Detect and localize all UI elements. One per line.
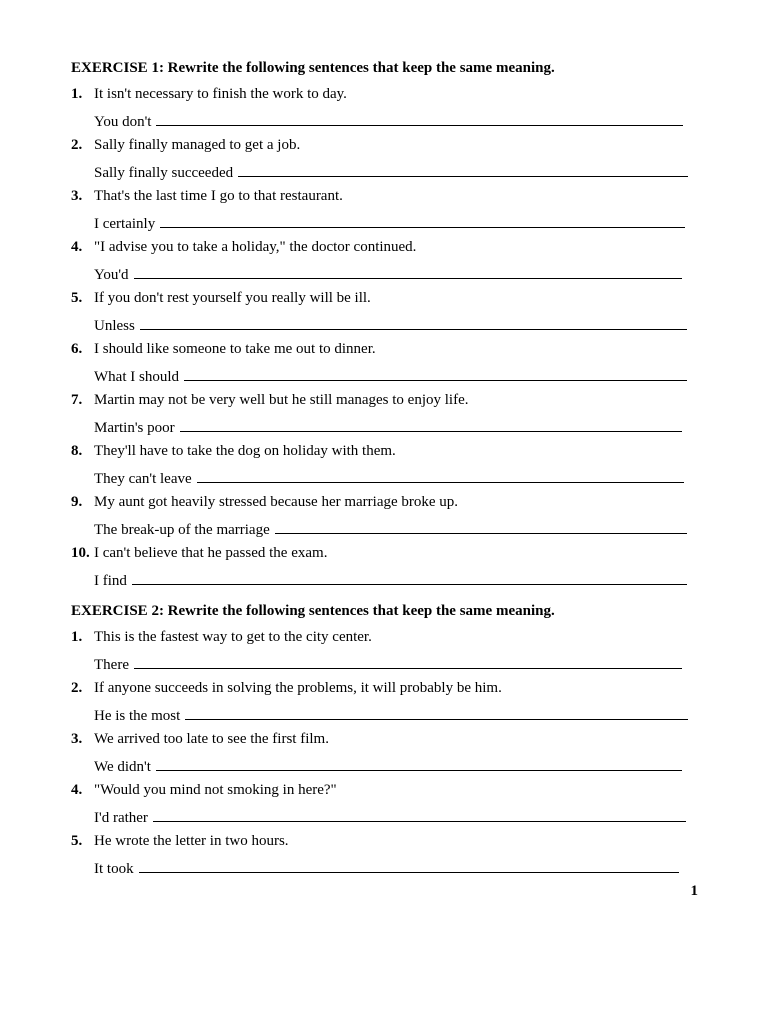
answer-line[interactable]: [94, 570, 687, 588]
question-sentence: It isn't necessary to finish the work to day.: [94, 86, 347, 102]
exercise-1-question-9: [0, 493, 768, 544]
exercise-1-question-3: [0, 187, 768, 238]
answer-prefix: We didn't: [94, 759, 151, 775]
question-number: 5.: [71, 833, 83, 849]
answer-prefix: I certainly: [94, 216, 156, 232]
answer-line[interactable]: [94, 366, 687, 384]
answer-blank[interactable]: [160, 213, 685, 228]
question-number: 2.: [71, 137, 83, 153]
question-sentence: He wrote the letter in two hours.: [94, 833, 289, 849]
answer-prefix: What I should: [94, 369, 179, 385]
question-number: 7.: [71, 392, 83, 408]
question-number: 6.: [71, 341, 83, 357]
exercise-1-question-7: [0, 391, 768, 442]
exercise-1-question-8: [0, 442, 768, 493]
answer-prefix: I find: [94, 573, 127, 589]
question-number: 4.: [71, 239, 83, 255]
answer-prefix: He is the most: [94, 708, 181, 724]
answer-blank[interactable]: [275, 519, 687, 534]
answer-blank[interactable]: [153, 807, 686, 822]
question-sentence: That's the last time I go to that restaurant.: [94, 188, 343, 204]
question-number: 10.: [71, 545, 90, 561]
exercise-1-question-6: [0, 340, 768, 391]
answer-prefix: It took: [94, 861, 134, 877]
exercise-1-question-2: [0, 136, 768, 187]
exercise-2-question-5: [0, 832, 768, 883]
question-number: 3.: [71, 188, 83, 204]
answer-blank[interactable]: [197, 468, 684, 483]
answer-line[interactable]: [94, 654, 682, 672]
question-number: 1.: [71, 629, 83, 645]
answer-blank[interactable]: [156, 111, 683, 126]
answer-line[interactable]: [94, 417, 682, 435]
question-number: 4.: [71, 782, 83, 798]
answer-line[interactable]: [94, 162, 688, 180]
exercise-1-question-1: [0, 85, 768, 136]
answer-blank[interactable]: [185, 705, 688, 720]
question-number: 5.: [71, 290, 83, 306]
answer-line[interactable]: [94, 705, 688, 723]
exercise-2-question-4: [0, 781, 768, 832]
answer-line[interactable]: [94, 315, 687, 333]
question-number: 2.: [71, 680, 83, 696]
answer-line[interactable]: [94, 807, 686, 825]
question-sentence: I can't believe that he passed the exam.: [94, 545, 328, 561]
exercise-2-question-1: [0, 628, 768, 679]
question-sentence: We arrived too late to see the first film.: [94, 731, 329, 747]
answer-prefix: You don't: [94, 114, 152, 130]
question-sentence: My aunt got heavily stressed because her marriage broke up.: [94, 494, 459, 510]
question-sentence: Sally finally managed to get a job.: [94, 137, 301, 153]
answer-line[interactable]: [94, 213, 685, 231]
answer-line[interactable]: [94, 858, 679, 876]
answer-prefix: Unless: [94, 318, 135, 334]
exercise-1-heading: EXERCISE 1: Rewrite the following sentences that keep the same meaning.: [71, 60, 555, 76]
question-sentence: If you don't rest yourself you really will be ill.: [94, 290, 371, 306]
question-sentence: Martin may not be very well but he still manages to enjoy life.: [94, 392, 469, 408]
answer-line[interactable]: [94, 111, 683, 129]
answer-line[interactable]: [94, 468, 684, 486]
answer-blank[interactable]: [238, 162, 688, 177]
exercise-1-question-4: [0, 238, 768, 289]
answer-line[interactable]: [94, 756, 682, 774]
question-sentence: They'll have to take the dog on holiday with them.: [94, 443, 396, 459]
answer-blank[interactable]: [184, 366, 687, 381]
question-sentence: If anyone succeeds in solving the problems, it will probably be him.: [94, 680, 502, 696]
question-number: 3.: [71, 731, 83, 747]
answer-blank[interactable]: [140, 315, 687, 330]
question-number: 1.: [71, 86, 83, 102]
answer-blank[interactable]: [134, 654, 682, 669]
answer-prefix: They can't leave: [94, 471, 192, 487]
exercise-2-question-3: [0, 730, 768, 781]
exercise-1-question-10: [0, 544, 768, 595]
answer-blank[interactable]: [156, 756, 682, 771]
answer-prefix: Sally finally succeeded: [94, 165, 234, 181]
answer-line[interactable]: [94, 264, 682, 282]
answer-prefix: The break-up of the marriage: [94, 522, 270, 538]
exercise-2-heading: EXERCISE 2: Rewrite the following sentences that keep the same meaning.: [71, 603, 555, 619]
exercise-2-question-2: [0, 679, 768, 730]
question-sentence: "Would you mind not smoking in here?": [94, 782, 337, 798]
question-number: 9.: [71, 494, 83, 510]
answer-blank[interactable]: [132, 570, 687, 585]
answer-line[interactable]: [94, 519, 687, 537]
answer-blank[interactable]: [134, 264, 682, 279]
question-sentence: "I advise you to take a holiday," the doctor continued.: [94, 239, 417, 255]
question-sentence: I should like someone to take me out to dinner.: [94, 341, 376, 357]
answer-blank[interactable]: [180, 417, 682, 432]
question-number: 8.: [71, 443, 83, 459]
answer-blank[interactable]: [139, 858, 679, 873]
question-sentence: This is the fastest way to get to the city center.: [94, 629, 372, 645]
answer-prefix: There: [94, 657, 129, 673]
answer-prefix: Martin's poor: [94, 420, 175, 436]
exercise-1-question-5: [0, 289, 768, 340]
answer-prefix: I'd rather: [94, 810, 148, 826]
page-number: 1: [690, 883, 698, 899]
answer-prefix: You'd: [94, 267, 129, 283]
